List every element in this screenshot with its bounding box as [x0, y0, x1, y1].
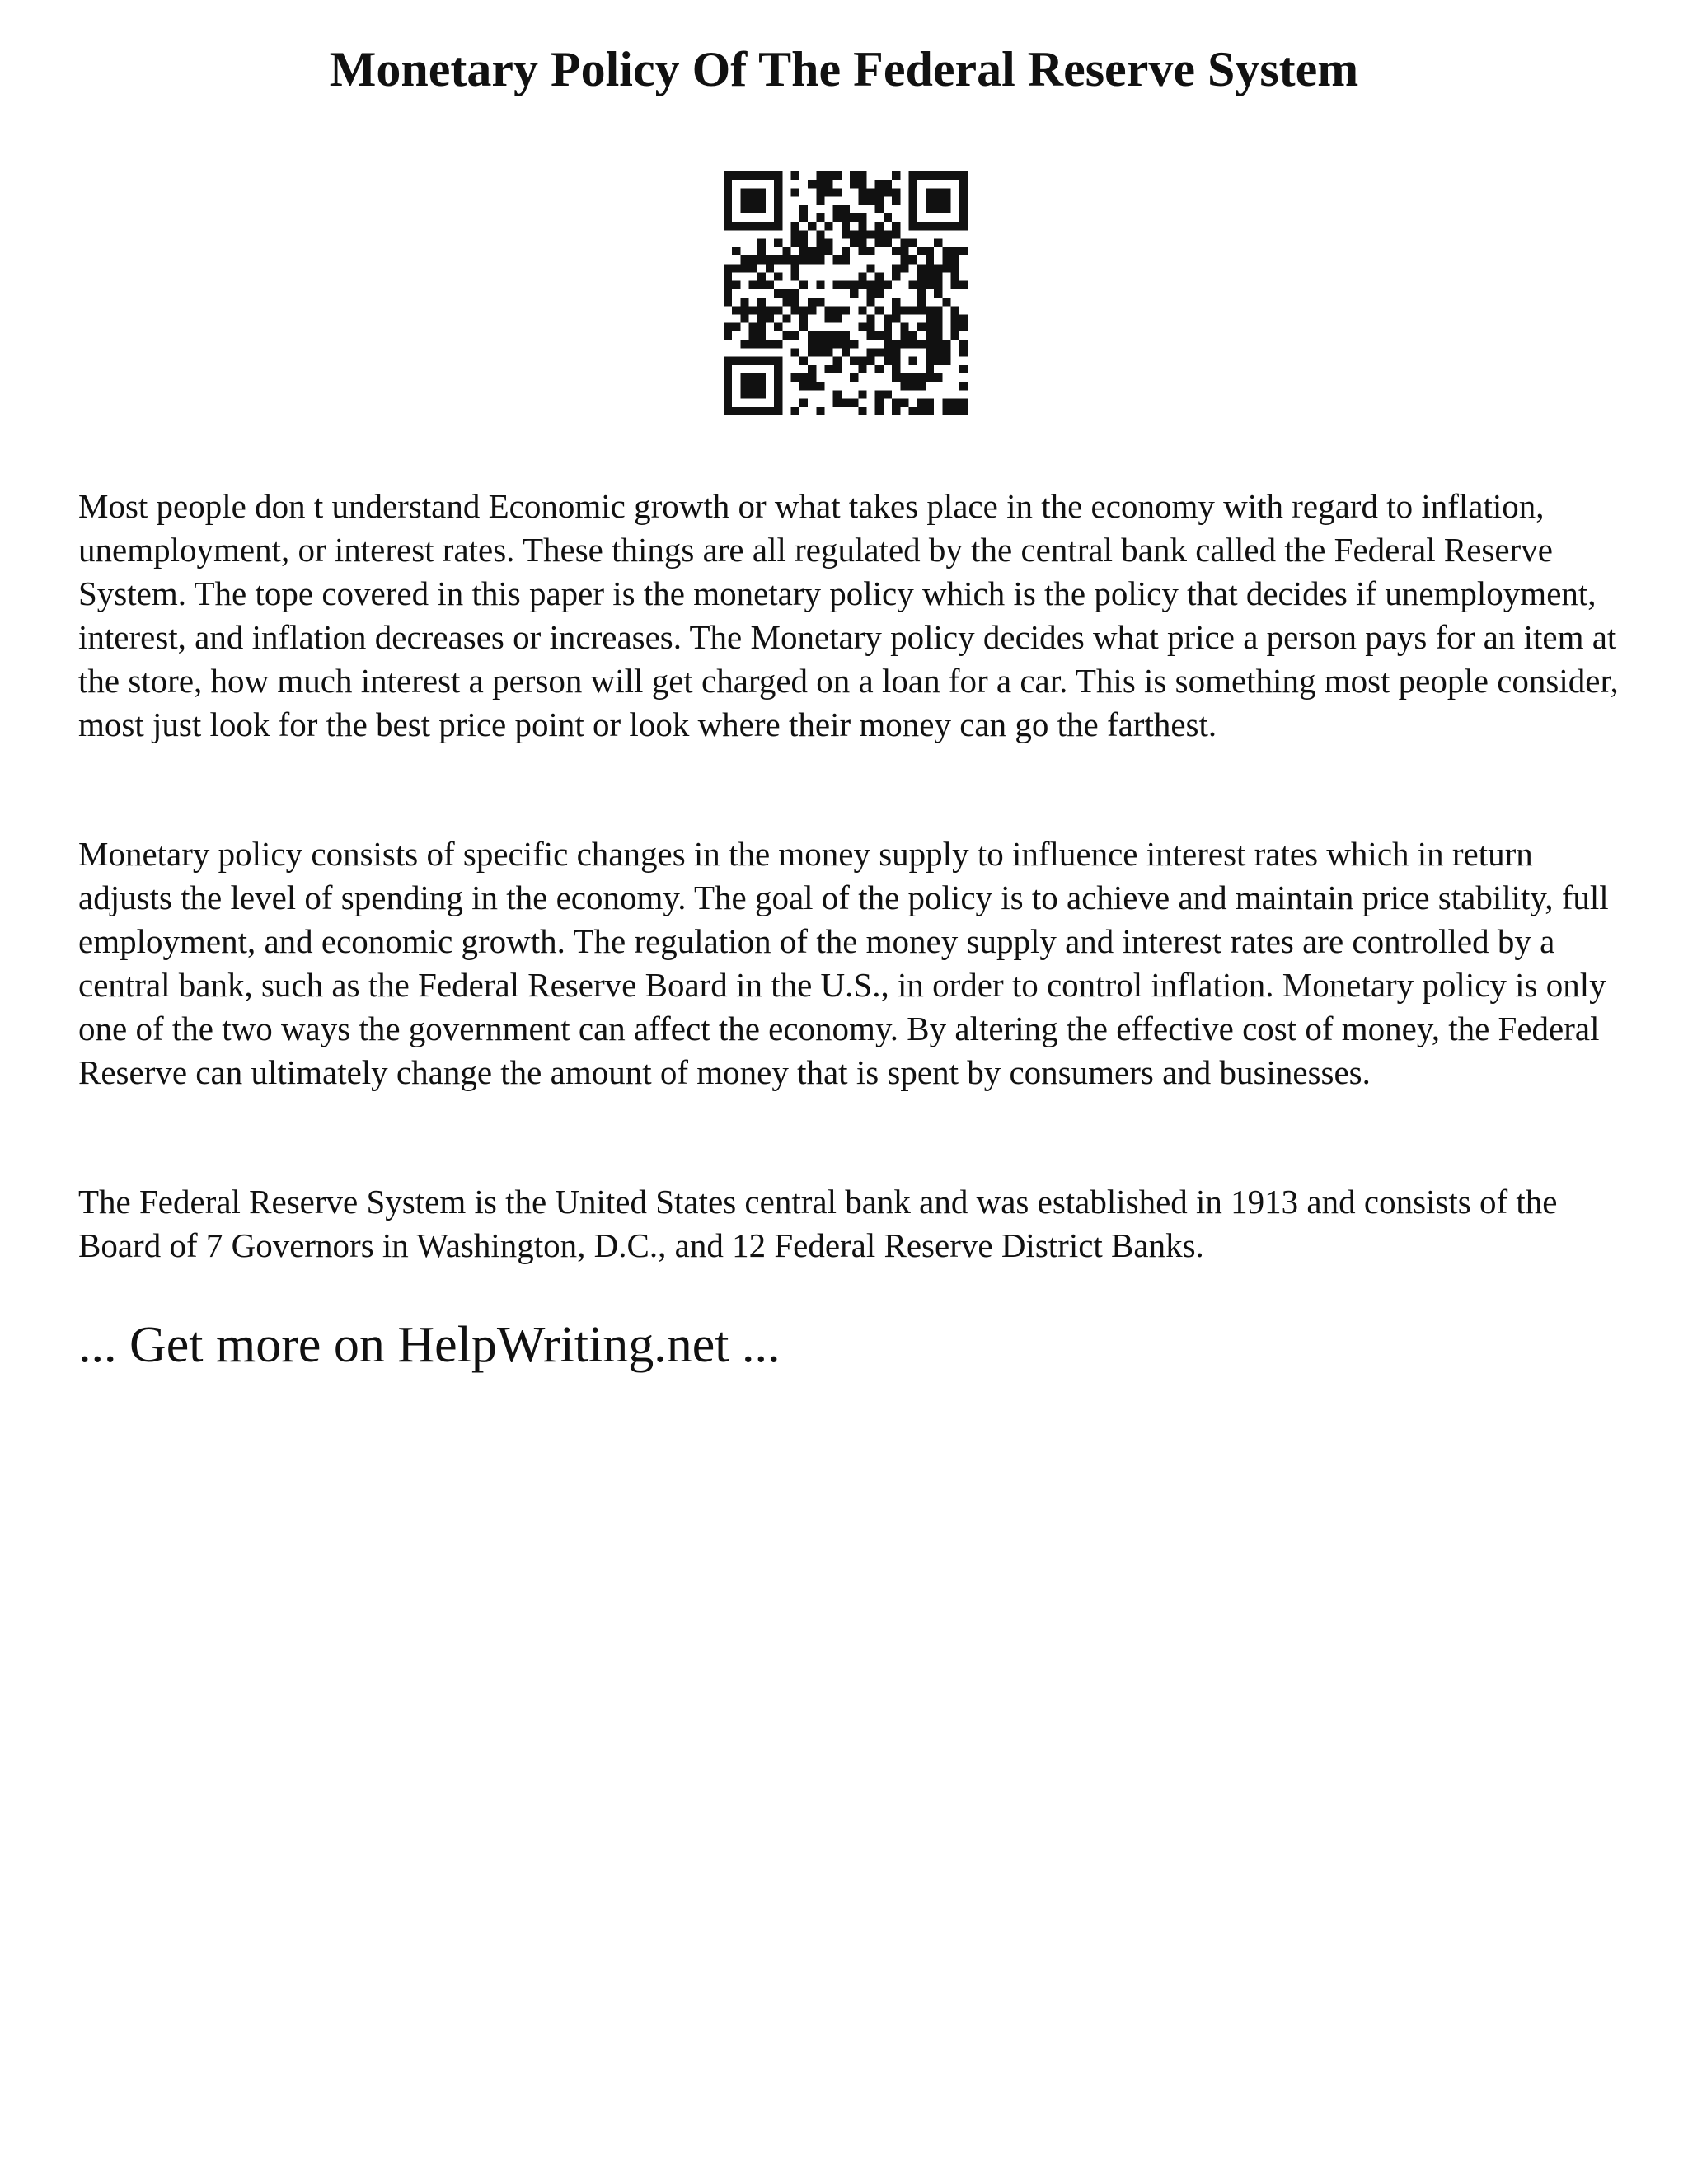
qr-code-graphic	[724, 171, 968, 415]
get-more-link[interactable]: ... Get more on HelpWriting.net ...	[78, 1317, 781, 1373]
paragraph-2: Monetary policy consists of specific changes in the money supply to influence interest rates which in return adjusts the level of spending in the economy. The goal of the policy is to achieve and maintain price stability, full employment, and economic growth. The regulation of the money supply and interest rates are controlled by a central bank, such as the Federal Reserve Board in the U.S., in order to control inflation. Monetary policy is only one of the two ways the government can affect the economy. By altering the effective cost of money, the Federal Reserve can ultimately change the amount of money that is spent by consumers and businesses.	[78, 835, 1609, 1091]
paragraph-3: The Federal Reserve System is the United States central bank and was established in 1913 and consists of the Board of 7 Governors in Washington, D.C., and 12 Federal Reserve District Banks.	[78, 1183, 1558, 1264]
qr-code-icon	[724, 171, 968, 415]
page-title: Monetary Policy Of The Federal Reserve System	[329, 42, 1359, 96]
paragraph-1: Most people don t understand Economic growth or what takes place in the economy with regard to inflation, unemployment, or interest rates. These things are all regulated by the central bank called the Federal Reserve System. The tope covered in this paper is the monetary policy which is the policy that decides if unemployment, interest, and inflation decreases or increases. The Monetary policy decides what price a person pays for an item at the store, how much interest a person will get charged on a loan for a car. This is something most people consider, most just look for the best price point or look where their money can go the farthest.	[78, 487, 1619, 743]
